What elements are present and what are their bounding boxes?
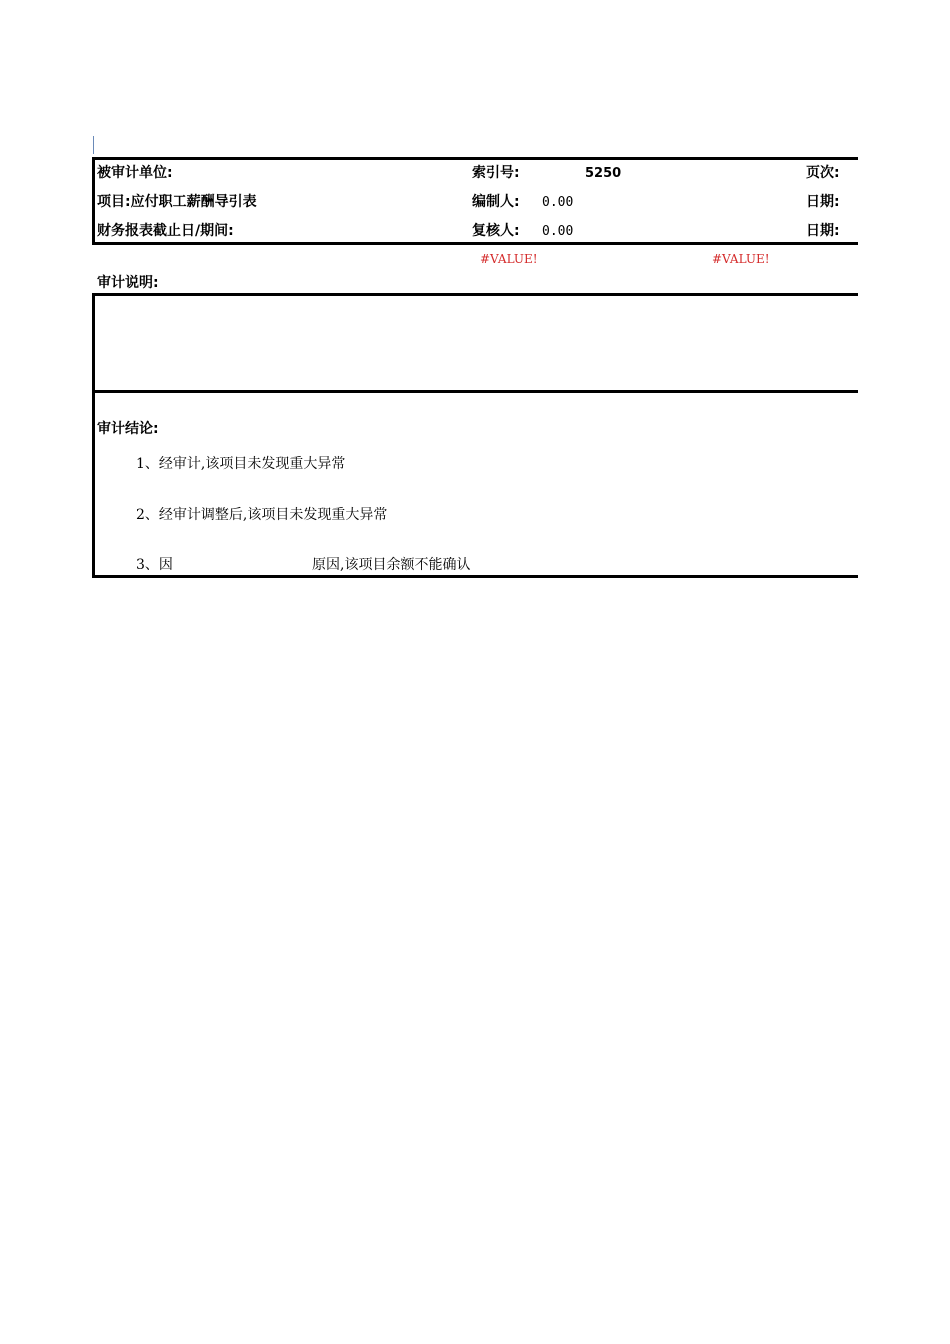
description-label: 审计说明: bbox=[97, 275, 159, 291]
conclusion-item-1: 1、经审计,该项目未发现重大异常 bbox=[136, 456, 346, 472]
value-error-1: #VALUE! bbox=[480, 252, 538, 266]
conclusion-item-2: 2、经审计调整后,该项目未发现重大异常 bbox=[136, 507, 388, 523]
project-label: 项目:应付职工薪酬导引表 bbox=[97, 194, 257, 210]
conclusion-item-3-suffix: 原因,该项目余额不能确认 bbox=[312, 557, 471, 573]
conclusion-item-3-prefix: 3、因 bbox=[136, 557, 173, 573]
value-error-2: #VALUE! bbox=[712, 252, 770, 266]
description-box[interactable] bbox=[92, 293, 858, 393]
page-label: 页次: bbox=[806, 165, 840, 181]
index-value: 5250 bbox=[585, 166, 622, 181]
conclusion-label: 审计结论: bbox=[97, 421, 159, 437]
preparer-value: 0.00 bbox=[542, 195, 574, 210]
text-cursor bbox=[93, 136, 94, 154]
audited-unit-label: 被审计单位: bbox=[97, 165, 173, 181]
date-label-1: 日期: bbox=[806, 194, 840, 210]
period-label: 财务报表截止日/期间: bbox=[97, 223, 234, 239]
preparer-label: 编制人: bbox=[472, 194, 520, 210]
reviewer-label: 复核人: bbox=[472, 223, 520, 239]
date-label-2: 日期: bbox=[806, 223, 840, 239]
index-label: 索引号: bbox=[472, 165, 520, 181]
conclusion-box bbox=[92, 390, 858, 578]
reviewer-value: 0.00 bbox=[542, 224, 574, 239]
